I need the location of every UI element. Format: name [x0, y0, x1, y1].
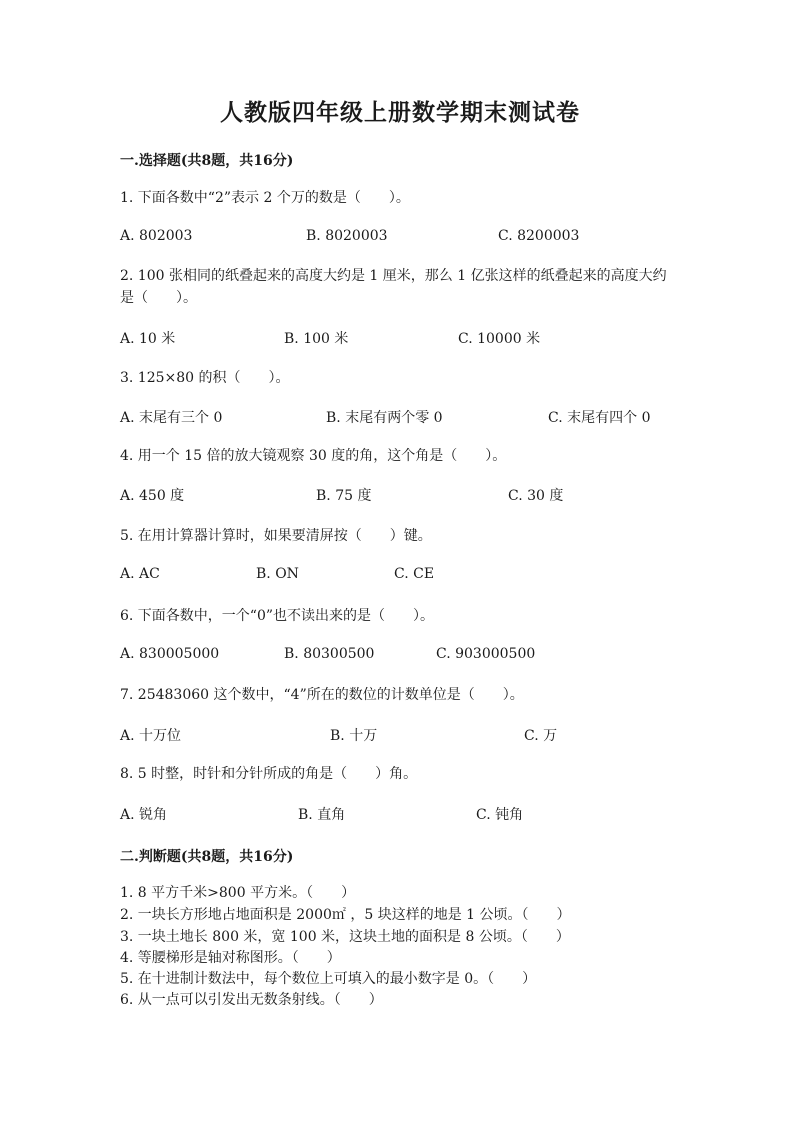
choice-question-7: 7. 25483060 这个数中，“4”所在的数位的计数单位是（ ）。: [120, 687, 524, 703]
choice-option: B. 8020003: [306, 228, 388, 244]
choice-question-1: 1. 下面各数中“2”表示 2 个万的数是（ ）。: [120, 190, 410, 206]
choice-option: C. 10000 米: [458, 331, 541, 347]
choice-question-4: 4. 用一个 15 倍的放大镜观察 30 度的角，这个角是（ ）。: [120, 448, 507, 464]
true-false-question-5: 5. 在十进制计数法中，每个数位上可填入的最小数字是 0。（ ）: [120, 971, 537, 987]
choice-question-8: 8. 5 时整，时针和分针所成的角是（ ）角。: [120, 766, 418, 782]
choice-option: A. 830005000: [120, 646, 220, 662]
choice-option: C. 30 度: [508, 488, 564, 504]
choice-option: A. 锐角: [120, 807, 168, 823]
choice-option: B. 75 度: [316, 488, 372, 504]
true-false-question-3: 3. 一块土地长 800 米，宽 100 米，这块土地的面积是 8 公顷。（ ）: [120, 929, 570, 945]
choice-option: A. 末尾有三个 0: [120, 410, 223, 426]
choice-question-2: 2. 100 张相同的纸叠起来的高度大约是 1 厘米，那么 1 亿张这样的纸叠起来的高度大约是（ ）。: [120, 268, 667, 306]
choice-option: A. 802003: [120, 228, 193, 244]
true-false-question-1: 1. 8 平方千米>800 平方米。（ ）: [120, 885, 356, 901]
choice-question-5: 5. 在用计算器计算时，如果要清屏按（ ）键。: [120, 528, 432, 544]
true-false-question-6: 6. 从一点可以引发出无数条射线。（ ）: [120, 992, 383, 1008]
true-false-question-2: 2. 一块长方形地占地面积是 2000㎡ ，5 块这样的地是 1 公顷。（ ）: [120, 907, 571, 923]
choice-option: C. 903000500: [436, 646, 536, 662]
choice-option: B. 80300500: [284, 646, 375, 662]
choice-option: A. AC: [120, 566, 160, 582]
choice-option: B. 末尾有两个零 0: [326, 410, 443, 426]
page-title: 人教版四年级上册数学期末测试卷: [220, 99, 580, 126]
choice-option: C. 万: [524, 728, 558, 744]
choice-option: A. 450 度: [120, 488, 185, 504]
choice-option: A. 十万位: [120, 728, 182, 744]
choice-option: B. 直角: [298, 807, 346, 823]
choice-option: B. ON: [256, 566, 299, 582]
section-heading-choice: 一.选择题(共8题，共16分): [120, 153, 294, 169]
choice-option: B. 十万: [330, 728, 378, 744]
choice-option: C. 末尾有四个 0: [548, 410, 651, 426]
choice-question-6: 6. 下面各数中，一个“0”也不读出来的是（ ）。: [120, 608, 435, 624]
true-false-question-4: 4. 等腰梯形是轴对称图形。（ ）: [120, 950, 341, 966]
choice-question-3: 3. 125×80 的积（ ）。: [120, 370, 290, 386]
choice-option: B. 100 米: [284, 331, 349, 347]
choice-option: C. 8200003: [498, 228, 580, 244]
choice-option: A. 10 米: [120, 331, 176, 347]
section-heading-true-false: 二.判断题(共8题，共16分): [120, 849, 294, 865]
choice-option: C. CE: [394, 566, 435, 582]
choice-option: C. 钝角: [476, 807, 524, 823]
